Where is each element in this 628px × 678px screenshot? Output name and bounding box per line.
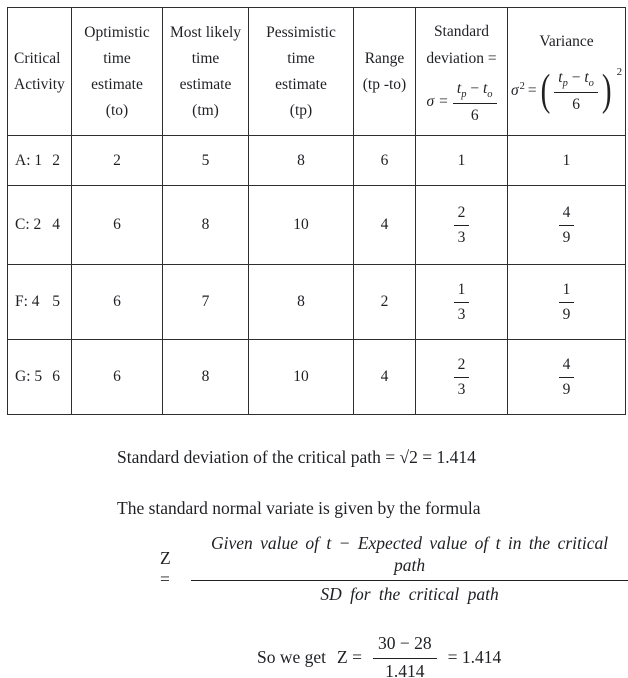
variance-formula bbox=[508, 65, 625, 116]
header-variance bbox=[508, 8, 626, 136]
table-header-row bbox=[8, 8, 626, 136]
header-line: estimate bbox=[179, 75, 232, 93]
variance-fraction bbox=[554, 68, 598, 115]
cell-tm: 8 bbox=[163, 340, 249, 415]
fraction-numerator: 30 − 28 bbox=[373, 633, 437, 659]
cell-variance: 1 bbox=[508, 136, 626, 186]
header-line: deviation = bbox=[426, 49, 497, 67]
sd-formula bbox=[416, 79, 507, 126]
fraction-numerator: $t_p - t_o$ bbox=[554, 68, 598, 93]
header-optimistic-time bbox=[72, 8, 163, 136]
cell-sd: $\frac{2}{3}$ bbox=[416, 340, 508, 415]
right-paren: ) bbox=[601, 65, 612, 116]
squared-exponent: 2 bbox=[616, 66, 623, 79]
table-row bbox=[8, 186, 626, 265]
header-line: (to) bbox=[105, 101, 129, 119]
left-paren: ( bbox=[540, 65, 551, 116]
header-line: Most likely bbox=[169, 23, 242, 41]
sigma-symbol: σ bbox=[426, 93, 435, 111]
table-row bbox=[8, 340, 626, 415]
cell-to: 6 bbox=[72, 186, 163, 265]
cell-tp: 10 bbox=[249, 340, 354, 415]
header-line: Standard bbox=[433, 22, 490, 40]
cell-activity: F: 4 5 bbox=[8, 265, 72, 340]
sd-fraction bbox=[453, 79, 497, 126]
cell-tp: 10 bbox=[249, 186, 354, 265]
cell-range: 4 bbox=[354, 340, 416, 415]
note-standard-normal-variate: The standard normal variate is given by the formula bbox=[117, 498, 481, 518]
header-line: (tp) bbox=[289, 101, 313, 119]
header-line: estimate bbox=[91, 75, 143, 93]
cell-activity: G: 5 6 bbox=[8, 340, 72, 415]
cell-range: 6 bbox=[354, 136, 416, 186]
equals-sign: = bbox=[439, 93, 448, 111]
z-formula bbox=[160, 533, 628, 606]
note-std-dev-critical-path: Standard deviation of the critical path = √2 = 1.414 bbox=[117, 447, 476, 467]
fraction-denominator: 6 bbox=[572, 95, 580, 113]
fraction-numerator: $t_p - t_o$ bbox=[453, 79, 497, 104]
header-line: Critical bbox=[14, 49, 61, 67]
header-line: Range bbox=[364, 49, 405, 67]
fraction-denominator: SD for the critical path bbox=[320, 583, 499, 604]
table-row bbox=[8, 136, 626, 186]
cell-activity: C: 2 4 bbox=[8, 186, 72, 265]
header-line: (tp -to) bbox=[362, 75, 407, 93]
header-line: Activity bbox=[14, 75, 65, 93]
cell-tp: 8 bbox=[249, 136, 354, 186]
header-most-likely-time bbox=[163, 8, 249, 136]
cell-to: 6 bbox=[72, 340, 163, 415]
header-line: Optimistic bbox=[84, 23, 150, 41]
z-formula-fraction bbox=[191, 533, 628, 606]
header-pessimistic-time bbox=[249, 8, 354, 136]
cell-sd: 1 bbox=[416, 136, 508, 186]
z-calc-fraction bbox=[373, 633, 437, 678]
z-calc-result: = 1.414 bbox=[447, 647, 502, 668]
cell-tm: 8 bbox=[163, 186, 249, 265]
header-line: time bbox=[103, 49, 131, 67]
z-calc-prefix: So we get bbox=[257, 647, 327, 668]
cell-tm: 5 bbox=[163, 136, 249, 186]
fraction-denominator: 1.414 bbox=[385, 660, 425, 678]
header-critical-activity bbox=[8, 8, 72, 136]
cell-variance: $\frac{1}{9}$ bbox=[508, 265, 626, 340]
header-line: estimate bbox=[275, 75, 327, 93]
equals-sign: = bbox=[527, 82, 537, 100]
cell-tm: 7 bbox=[163, 265, 249, 340]
cell-range: 4 bbox=[354, 186, 416, 265]
header-line: Variance bbox=[539, 32, 594, 50]
table-row bbox=[8, 265, 626, 340]
fraction-denominator: 6 bbox=[470, 106, 479, 124]
header-line: Pessimistic bbox=[266, 23, 336, 41]
cell-sd: $\frac{2}{3}$ bbox=[416, 186, 508, 265]
cell-to: 6 bbox=[72, 265, 163, 340]
pert-table bbox=[7, 7, 626, 415]
header-standard-deviation bbox=[416, 8, 508, 136]
z-calc-lhs: Z = bbox=[337, 647, 362, 668]
cell-to: 2 bbox=[72, 136, 163, 186]
header-range bbox=[354, 8, 416, 136]
cell-activity: A: 1 2 bbox=[8, 136, 72, 186]
fraction-numerator: Given value of t − Expected value of t in the critical path bbox=[191, 533, 628, 581]
header-line: (tm) bbox=[192, 101, 219, 119]
cell-range: 2 bbox=[354, 265, 416, 340]
cell-variance: $\frac{4}{9}$ bbox=[508, 340, 626, 415]
cell-sd: $\frac{1}{3}$ bbox=[416, 265, 508, 340]
z-calculation bbox=[257, 633, 501, 678]
header-line: time bbox=[287, 49, 315, 67]
header-line: time bbox=[191, 49, 220, 67]
z-formula-lhs: Z = bbox=[160, 548, 171, 590]
sigma-squared: $\sigma^2$ bbox=[510, 81, 525, 100]
cell-variance: $\frac{4}{9}$ bbox=[508, 186, 626, 265]
cell-tp: 8 bbox=[249, 265, 354, 340]
